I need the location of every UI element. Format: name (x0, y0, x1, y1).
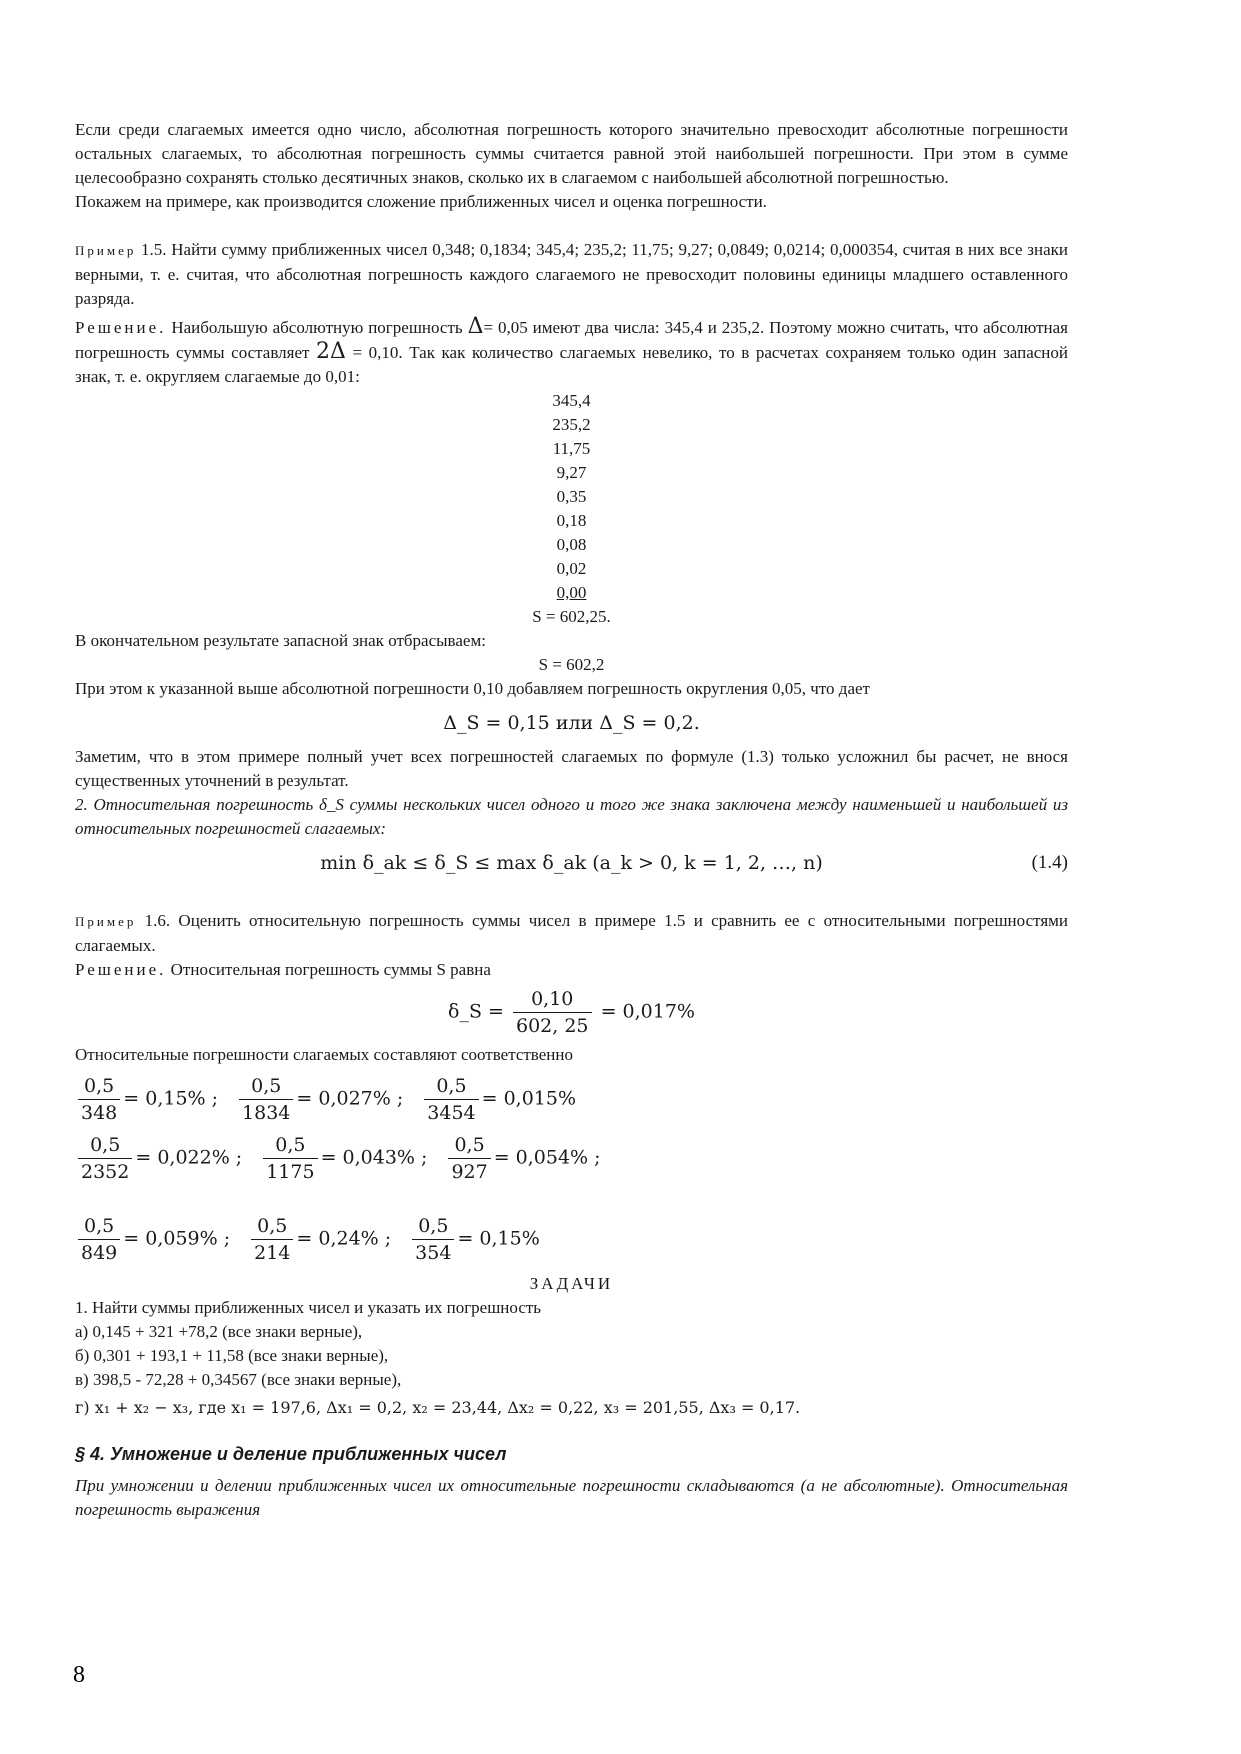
relative-error-item (236, 1073, 403, 1126)
fraction-denominator: 348 (81, 1102, 118, 1124)
fraction-numerator: 0,5 (78, 1132, 132, 1159)
fraction (412, 1213, 454, 1266)
fraction (424, 1073, 478, 1126)
fraction-row (75, 1213, 1068, 1266)
relative-error-item (248, 1213, 391, 1266)
separator: ; (229, 1146, 243, 1169)
fraction-numerator: 0,5 (78, 1213, 120, 1240)
separator: ; (205, 1087, 219, 1110)
task-1-a: а) 0,145 + 321 +78,2 (все знаки верные), (75, 1322, 363, 1341)
fraction (78, 1132, 132, 1185)
fraction (263, 1132, 317, 1185)
solution-label: Решение. (75, 960, 167, 979)
separator: ; (390, 1087, 404, 1110)
tasks-title: ЗАДАЧИ (529, 1274, 614, 1293)
fraction (251, 1213, 293, 1266)
fraction-numerator: 0,5 (263, 1132, 317, 1159)
fraction-denominator: 2352 (81, 1161, 130, 1183)
two-delta-symbol: 2Δ (316, 339, 346, 364)
final-result-text: В окончательном результате запасной знак отбрасываем: (75, 631, 486, 650)
section-text: При умножении и делении приближенных чисел их относительные погрешности складываются (а не абсолютные). Относительная погрешность выражения (75, 1476, 1068, 1519)
example-1-5 (75, 238, 1068, 311)
formula-1-4 (75, 851, 1068, 875)
separator: ; (217, 1227, 231, 1250)
example-1-6-text: 1.6. Оценить относительную погрешность суммы чисел в примере 1.5 и сравнить ее с относительными погрешностями слагаемых. (75, 911, 1068, 955)
task-1-d-prefix: г) (75, 1398, 90, 1417)
fraction-denominator: 214 (254, 1242, 291, 1264)
fraction-denominator: 602, 25 (515, 1015, 589, 1037)
task-1-d (75, 1396, 1068, 1420)
separator: ; (588, 1146, 601, 1169)
intro-paragraph-2: Покажем на примере, как производится сложение приближенных чисел и оценка погрешности. (75, 192, 767, 211)
column-last-value: 0,00 (556, 583, 587, 602)
relative-error-item (75, 1132, 242, 1185)
delta-symbol: Δ (467, 314, 484, 339)
note-text: Заметим, что в этом примере полный учет всех погрешностей слагаемых по формуле (1.3) только усложнил бы расчет, не внося существенных уточнений в результат. (75, 747, 1068, 790)
fraction (78, 1073, 120, 1126)
solution-1-6-text: Относительная погрешность суммы S равна (170, 960, 491, 979)
task-1: 1. Найти суммы приближенных чисел и указать их погрешность (75, 1298, 542, 1317)
section-title: § 4. Умножение и деление приближенных чисел (75, 1444, 507, 1464)
relative-error-item (445, 1132, 600, 1185)
fraction-numerator: 0,5 (251, 1213, 293, 1240)
example-1-6 (75, 909, 1068, 958)
fraction-value: = 0,022% (135, 1146, 230, 1169)
column-value: 0,08 (556, 535, 587, 554)
solution-text-a: Наибольшую абсолютную погрешность (171, 318, 463, 337)
task-1-d-expr: x₁ + x₂ − x₃ (94, 1398, 189, 1417)
fraction-denominator: 927 (451, 1161, 488, 1183)
fraction-numerator: 0,5 (448, 1132, 490, 1159)
page-content (75, 118, 1068, 1522)
relative-error-item (75, 1073, 218, 1126)
column-value: 345,4 (552, 391, 591, 410)
fraction (448, 1132, 490, 1185)
fraction-value: = 0,043% (320, 1146, 415, 1169)
rounding-text: При этом к указанной выше абсолютной погрешности 0,10 добавляем погрешность округления 0,05, что дает (75, 679, 870, 698)
fraction-numerator: 0,10 (513, 986, 592, 1013)
fraction-numerator: 0,5 (412, 1213, 454, 1240)
task-1-b: б) 0,301 + 193,1 + 11,58 (все знаки верные), (75, 1346, 389, 1365)
formula-body: min δ_ak ≤ δ_S ≤ max δ_ak (a_k > 0, k = 1, 2, …, n) (320, 852, 823, 874)
fraction-numerator: 0,5 (239, 1073, 293, 1100)
column-value: 11,75 (552, 439, 591, 458)
solution-text-c: = 0,10. Так как количество слагаемых невелико, то в расчетах сохраняем только один запасной знак, т. е. округляем слагаемые до 0,01: (75, 343, 1068, 386)
column-value: 235,2 (552, 415, 591, 434)
delta-s-value: = 0,017% (600, 1000, 695, 1023)
relative-error-item (260, 1132, 427, 1185)
fraction-value: = 0,24% (296, 1227, 379, 1250)
intro-paragraph-1: Если среди слагаемых имеется одно число, абсолютная погрешность которого значительно превосходит абсолютные погрешности остальных слагаемых, то абсолютная погрешность суммы считается равной этой наибольшей погрешности. При этом в сумме целесообразно сохранять столько десятичных знаков, сколько их в слагаемом с наибольшей абсолютной погрешностью. (75, 120, 1068, 187)
example-1-5-text: 1.5. Найти сумму приближенных чисел 0,348; 0,1834; 345,4; 235,2; 11,75; 9,27; 0,0849; 0,0214; 0,000354, считая в них все знаки верными, т. е. считая, что абсолютная погрешность каждого слагаемого не превосходит половины единицы младшего оставленного разряда. (75, 240, 1068, 308)
rule-2-text: 2. Относительная погрешность δ_S суммы нескольких чисел одного и того же знака заключена между наименьшей и наибольшей из относительных погрешностей слагаемых: (75, 795, 1068, 838)
fraction-denominator: 1834 (242, 1102, 291, 1124)
fraction-numerator: 0,5 (78, 1073, 120, 1100)
fraction (239, 1073, 293, 1126)
solution-label: Решение. (75, 318, 167, 337)
fraction-row (75, 1073, 1068, 1126)
example-label: Пример (75, 243, 137, 258)
final-sum: S = 602,2 (538, 655, 605, 674)
column-value: 9,27 (556, 463, 587, 482)
relative-errors-text: Относительные погрешности слагаемых составляют соответственно (75, 1045, 573, 1064)
fraction-row (75, 1132, 1068, 1185)
separator: ; (378, 1227, 392, 1250)
fraction-denominator: 849 (81, 1242, 118, 1264)
delta-s-formula (75, 986, 1068, 1039)
fraction-value: = 0,15% (457, 1227, 540, 1250)
solution-1-6 (75, 958, 1068, 982)
relative-error-item (409, 1213, 540, 1266)
fraction-denominator: 1175 (266, 1161, 315, 1183)
separator: ; (414, 1146, 428, 1169)
relative-errors-list (75, 1073, 1068, 1266)
fraction-denominator: 3454 (427, 1102, 476, 1124)
delta-s-fraction (513, 986, 592, 1039)
fraction-value: = 0,027% (296, 1087, 391, 1110)
solution-text-b: = 0,05 имеют два числа: 345,4 и 235,2. Поэтому можно считать, что абсолютная погрешность суммы составляет (75, 318, 1068, 362)
fraction-numerator: 0,5 (424, 1073, 478, 1100)
column-value: 0,18 (556, 511, 587, 530)
relative-error-item (421, 1073, 576, 1126)
fraction-value: = 0,054% (493, 1146, 589, 1169)
page-number: 8 (73, 1662, 85, 1688)
solution-1-5 (75, 315, 1068, 389)
fraction-value: = 0,059% (123, 1227, 218, 1250)
addition-column (75, 389, 1068, 581)
task-1-c: в) 398,5 - 72,28 + 0,34567 (все знаки верные), (75, 1370, 402, 1389)
relative-error-item (75, 1213, 230, 1266)
fraction-value: = 0,015% (481, 1087, 577, 1110)
formula-number: (1.4) (1031, 852, 1068, 873)
example-label: Пример (75, 914, 137, 929)
column-value: 0,35 (556, 487, 587, 506)
fraction-value: = 0,15% (123, 1087, 206, 1110)
column-sum: S = 602,25. (532, 607, 611, 626)
delta-s-lhs: δ_S = (448, 1000, 504, 1023)
task-1-d-rest: , где x₁ = 197,6, Δx₁ = 0,2, x₂ = 23,44, Δx₂ = 0,22, x₃ = 201,55, Δx₃ = 0,17. (188, 1398, 801, 1417)
fraction (78, 1213, 120, 1266)
column-value: 0,02 (556, 559, 587, 578)
fraction-denominator: 354 (415, 1242, 452, 1264)
delta-result: Δ_S = 0,15 или Δ_S = 0,2. (443, 712, 700, 734)
